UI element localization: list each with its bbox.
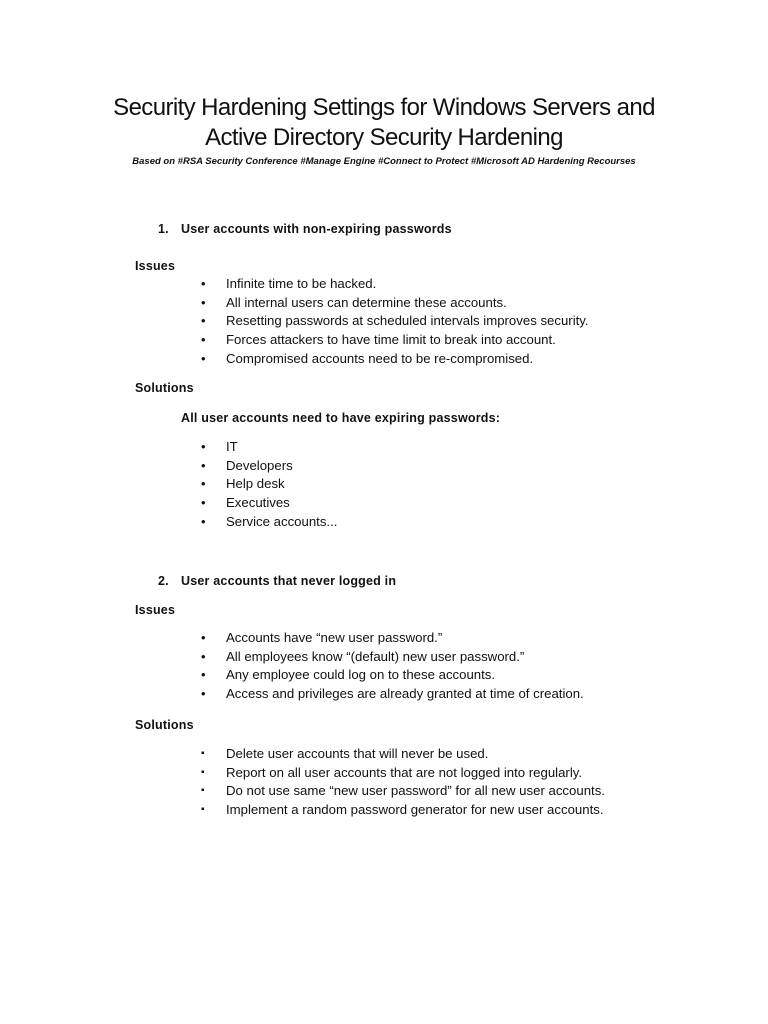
list-item xyxy=(201,294,589,313)
bullet-icon: • xyxy=(201,350,206,366)
section-1-solutions-intro: All user accounts need to have expiring passwords: xyxy=(181,411,501,425)
section-2-issues-list xyxy=(201,629,584,704)
list-item-text: Help desk xyxy=(226,476,285,492)
section-1-title: User accounts with non-expiring passwords xyxy=(181,222,452,236)
title-line-2: Active Directory Security Hardening xyxy=(205,124,563,151)
bullet-icon: • xyxy=(201,276,206,291)
list-item xyxy=(201,801,605,820)
bullet-icon: • xyxy=(201,294,206,310)
section-2-title: User accounts that never logged in xyxy=(181,574,397,588)
bullet-icon: • xyxy=(201,476,206,492)
bullet-icon: • xyxy=(201,513,206,529)
bullet-icon: • xyxy=(201,313,206,329)
list-item-text: IT xyxy=(226,439,238,454)
section-2-heading xyxy=(158,574,396,588)
document-subtitle: Based on #RSA Security Conference #Manage Engine #Connect to Protect #Microsoft AD Hardening Recourses xyxy=(132,156,636,167)
bullet-icon: • xyxy=(201,495,206,511)
section-1-heading xyxy=(158,222,452,236)
list-item xyxy=(201,629,584,648)
list-item-text: Report on all user accounts that are not logged into regularly. xyxy=(226,764,583,780)
list-item-text: All internal users can determine these accounts. xyxy=(226,294,507,310)
section-1-issues-label: Issues xyxy=(135,259,176,273)
list-item xyxy=(201,475,337,494)
list-item-text: Delete user accounts that will never be used. xyxy=(226,746,489,761)
bullet-icon: • xyxy=(201,457,206,473)
section-1-solutions-label: Solutions xyxy=(135,381,194,395)
square-bullet-icon: ▪ xyxy=(201,748,205,759)
square-bullet-icon: ▪ xyxy=(201,804,205,816)
list-item xyxy=(201,350,589,369)
list-item-text: Developers xyxy=(226,457,293,473)
list-item xyxy=(201,438,337,457)
list-item xyxy=(201,513,337,532)
list-item-text: Any employee could log on to these accounts. xyxy=(226,667,496,683)
list-item xyxy=(201,312,589,331)
bullet-icon: • xyxy=(201,332,206,348)
list-item-text: Access and privileges are already granted at time of creation. xyxy=(226,686,584,702)
section-2-number: 2. xyxy=(158,574,169,588)
list-item-text: Accounts have “new user password.” xyxy=(226,630,443,645)
list-item xyxy=(201,666,584,685)
list-item xyxy=(201,494,337,513)
list-item-text: Executives xyxy=(226,495,290,511)
bullet-icon: • xyxy=(201,630,206,645)
list-item xyxy=(201,331,589,350)
section-1-solutions-list xyxy=(201,438,337,531)
section-2-solutions-list xyxy=(201,745,605,820)
list-item-text: All employees know “(default) new user password.” xyxy=(226,648,525,664)
section-2-solutions-label: Solutions xyxy=(135,718,194,732)
bullet-icon: • xyxy=(201,667,206,683)
square-bullet-icon: ▪ xyxy=(201,766,205,778)
list-item xyxy=(201,275,589,294)
list-item-text: Implement a random password generator for new user accounts. xyxy=(226,802,604,818)
list-item-text: Forces attackers to have time limit to break into account. xyxy=(226,332,556,348)
list-item xyxy=(201,764,605,783)
list-item-text: Resetting passwords at scheduled intervals improves security. xyxy=(226,313,589,329)
section-1-number: 1. xyxy=(158,222,169,236)
list-item xyxy=(201,782,605,801)
list-item xyxy=(201,745,605,764)
section-1-issues-list xyxy=(201,275,589,368)
bullet-icon: • xyxy=(201,439,206,454)
title-line-1: Security Hardening Settings for Windows Servers and xyxy=(113,94,655,121)
list-item-text: Compromised accounts need to be re-compromised. xyxy=(226,350,534,366)
square-bullet-icon: ▪ xyxy=(201,785,205,797)
list-item xyxy=(201,685,584,704)
list-item xyxy=(201,457,337,476)
bullet-icon: • xyxy=(201,648,206,664)
list-item-text: Infinite time to be hacked. xyxy=(226,276,377,291)
section-2-issues-label: Issues xyxy=(135,603,176,617)
list-item-text: Do not use same “new user password” for all new user accounts. xyxy=(226,783,605,799)
bullet-icon: • xyxy=(201,686,206,702)
list-item-text: Service accounts... xyxy=(226,513,338,529)
list-item xyxy=(201,648,584,667)
